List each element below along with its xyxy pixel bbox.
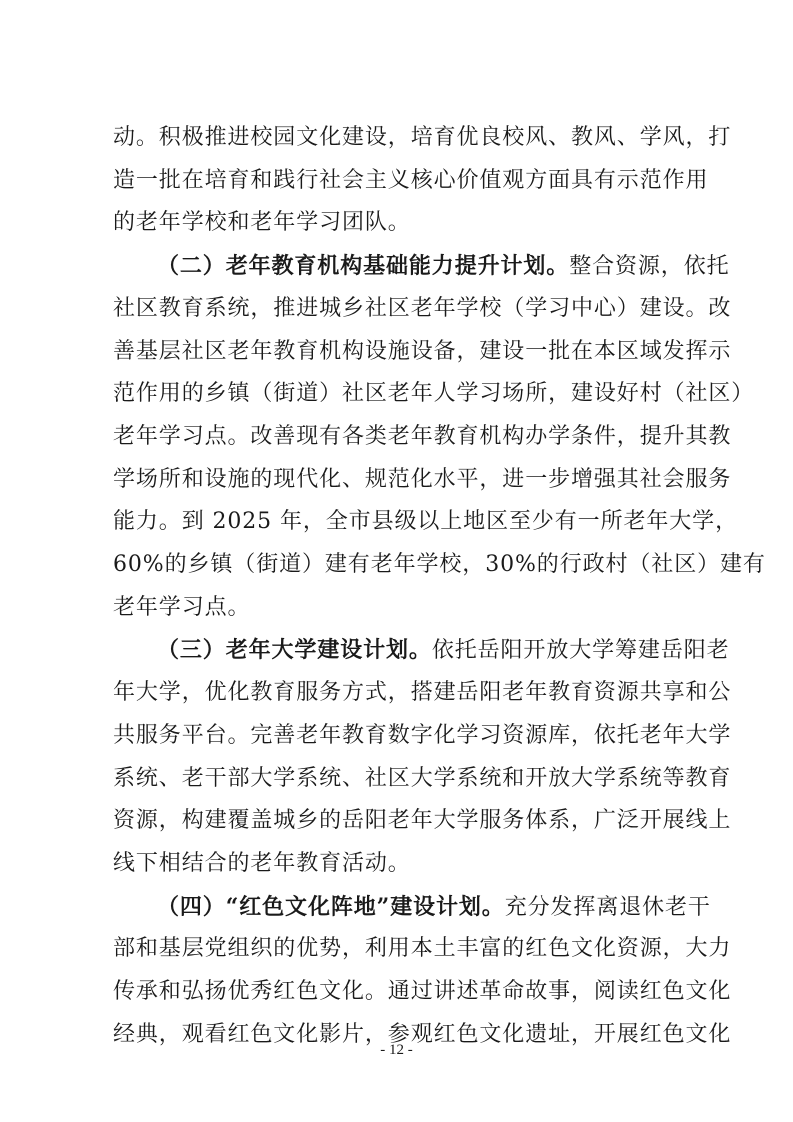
line-text: 老年学习点。 bbox=[113, 594, 251, 620]
line-text: 造一批在培育和践行社会主义核心价值观方面具有示范作用 bbox=[113, 167, 709, 193]
line-text: 社区教育系统，推进城乡社区老年学校（学习中心）建设。改 bbox=[113, 295, 732, 321]
section-heading-line bbox=[157, 630, 730, 670]
section-heading: （二）老年教育机构基础能力提升计划。 bbox=[157, 253, 570, 280]
paragraph-line bbox=[113, 161, 709, 201]
line-text: 60%的乡镇（街道）建有老年学校，30%的行政村（社区）建有 bbox=[113, 552, 766, 577]
paragraph-line bbox=[113, 673, 732, 713]
line-text: 老年学习点。改善现有各类老年教育机构办学条件，提升其教 bbox=[113, 423, 732, 449]
section-heading: （三）老年大学建设计划。 bbox=[157, 637, 432, 664]
paragraph-line bbox=[113, 332, 732, 372]
paragraph-line bbox=[113, 929, 732, 969]
line-text: 部和基层党组织的优势，利用本土丰富的红色文化资源，大力 bbox=[113, 936, 732, 962]
line-text: 范作用的乡镇（街道）社区老年人学习场所，建设好村（社区） bbox=[113, 381, 755, 407]
paragraph-line bbox=[113, 972, 732, 1012]
section-heading: （四）“红色文化阵地”建设计划。 bbox=[157, 893, 505, 920]
line-text: 年大学，优化教育服务方式，搭建岳阳老年教育资源共享和公 bbox=[113, 680, 732, 706]
line-text: 传承和弘扬优秀红色文化。通过讲述革命故事，阅读红色文化 bbox=[113, 979, 732, 1004]
paragraph-line bbox=[113, 203, 683, 243]
line-text: 线下相结合的老年教育活动。 bbox=[113, 850, 411, 876]
line-text: 共服务平台。完善老年教育数字化学习资源库，依托老年大学 bbox=[113, 722, 732, 748]
line-text: 整合资源，依托 bbox=[569, 254, 730, 280]
paragraph-line bbox=[113, 844, 683, 884]
section-heading-line bbox=[157, 887, 711, 927]
line-text: 学场所和设施的现代化、规范化水平，进一步增强其社会服务 bbox=[113, 466, 732, 492]
page-number: - 12 - bbox=[380, 1042, 413, 1058]
line-text: 的老年学校和老年学习团队。 bbox=[113, 210, 411, 236]
line-text: 依托岳阳开放大学筹建岳阳老 bbox=[431, 638, 730, 664]
line-text: 经典，观看红色文化影片，参观红色文化遗址，开展红色文化 bbox=[113, 1021, 732, 1047]
paragraph-line bbox=[113, 289, 732, 329]
paragraph-line bbox=[113, 716, 732, 756]
line-text: 善基层社区老年教育机构设施设备，建设一批在本区域发挥示 bbox=[113, 338, 732, 364]
section-heading-line bbox=[157, 246, 730, 286]
line-text: 动。积极推进校园文化建设，培育优良校风、教风、学风，打 bbox=[113, 125, 732, 150]
paragraph-line bbox=[113, 588, 683, 628]
line-text: 能力。到 2025 年，全市县级以上地区至少有一所老年大学， bbox=[113, 509, 738, 535]
line-text: 系统、老干部大学系统、社区大学系统和开放大学系统等教育 bbox=[113, 765, 732, 791]
line-text: 资源，构建覆盖城乡的岳阳老年大学服务体系，广泛开展线上 bbox=[113, 808, 732, 834]
paragraph-line bbox=[113, 417, 732, 457]
paragraph-line bbox=[113, 374, 755, 414]
paragraph-line bbox=[113, 759, 732, 799]
paragraph-line bbox=[113, 801, 732, 841]
paragraph-line bbox=[113, 545, 766, 585]
paragraph-line bbox=[113, 460, 732, 500]
line-text: 充分发挥离退休老干 bbox=[504, 894, 711, 920]
paragraph-line bbox=[113, 118, 732, 158]
paragraph-line bbox=[113, 502, 738, 542]
